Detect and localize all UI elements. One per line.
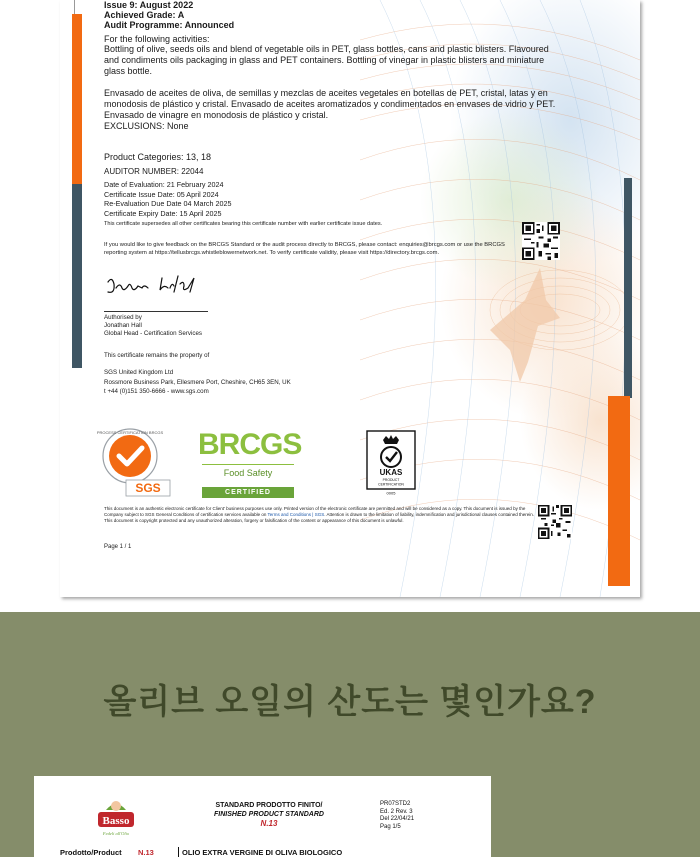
brcgs-certified-badge: CERTIFIED [202,487,294,498]
exclusions: EXCLUSIONS: None [104,121,189,131]
signature-image [104,272,214,298]
signatory-title: Global Head - Certification Services [104,330,203,337]
product-row-separator [178,847,179,857]
company-address: Rossmore Business Park, Ellesmere Port, Cheshire, CH65 3EN, UK [104,378,291,386]
activities-label: For the following activities: [104,34,210,44]
sgs-ring-text: PROCESS CERTIFICATION BRCGS [96,430,164,435]
sgs-mark-text: SGS [135,481,161,495]
product-categories: Product Categories: 13, 18 [104,152,212,162]
standard-title-en: FINISHED PRODUCT STANDARD [214,811,324,818]
sgs-brcgs-certification-logo [96,426,176,500]
product-row-label: Prodotto/Product [60,848,122,857]
orange-bar-left [72,14,82,184]
disclaimer-text-b: . Attention is drawn to the limitation of liability, indemnification and jurisdictional clauses contained therein. This document is copyright protected and any unauthorized alteration, forgery or falsification of the content or appearance of this document is unlawful. [104,512,535,523]
page-number: Page 1 / 1 [104,544,132,550]
authorised-block [104,314,224,338]
issue-line: Issue 9: August 2022 [104,0,194,10]
product-row [60,848,480,857]
qr-code-icon [522,222,560,260]
certificate-issue-date: Certificate Issue Date: 05 April 2024 [104,189,219,199]
activities-spanish: Envasado de aceites de oliva, de semillas y mezclas de aceites vegetales en botellas de PET, cristal, latas y en monodosis de plástico y cristal. Envasado de aceites aromatizados y condimentados en envases de vidrio y PET. Envasado de vinagre en monodosis de plástico y cristal. [104,88,556,120]
certificate-dates [104,180,404,218]
qr-code-icon [538,505,572,539]
basso-logo [92,796,140,840]
basso-wordmark: Basso [102,815,130,827]
standard-title [194,801,344,828]
company-name: SGS United Kingdom Ltd [104,369,174,376]
slate-bar-left [72,184,82,368]
orange-bar-right [608,396,630,586]
activities-english: Bottling of olive, seeds oils and blend of vegetable oils in PET, glass bottles, cans and plastic blisters. Flavoured and condiments oils packaging in glass and PET containers. Bottling of vinegar in plastic blisters and miniature glass bottle. [104,44,549,76]
product-standard-document [34,776,491,857]
certificate-expiry-date: Certificate Expiry Date: 15 April 2025 [104,208,222,218]
brcgs-food-safety-logo [198,428,302,502]
standard-page: Pag 1/5 [380,823,401,830]
ukas-text: UKAS [379,468,403,477]
brcgs-wordmark: BRCGS [198,428,302,461]
ukas-product-certification-logo [366,430,416,496]
standard-code: PR07STD2 [380,801,411,807]
re-evaluation-due-date: Re-Evaluation Due Date 04 March 2025 [104,199,232,209]
ukas-number: 0005 [386,490,396,496]
issuer-address [104,368,404,397]
property-note: This certificate remains the property of [104,352,210,359]
signature-line [104,311,208,312]
grade-line: Achieved Grade: A [104,10,185,20]
programme-line: Audit Programme: Announced [104,20,235,30]
standard-title-it: STANDARD PRODOTTO FINITO/ [215,802,323,809]
disclaimer-text-a: This document is an authentic electronic certificate for Client' business purposes use only. Printed version of the electronic certificate are permitted and will be considered as a copy. This document is issued by the Company subject to SGS General Conditions of certification services available on [104,506,526,517]
authorised-by: Authorised by [104,314,142,321]
ukas-sub-2: CERTIFICATION [378,482,404,487]
feedback-note: If you would like to give feedback on the BRCGS Standard or the audit process directly to BRCGS, please contact: enquiries@brcgs.com or use the BRCGS reporting system at https://tellusbrcgs.whistleblowernetwork.net. To verify certificate validity, please visit https://directory.brcgs.com. [104,242,505,256]
banner-question: 올리브 오일의 산도는 몇인가요? [103,683,597,721]
company-contact: t +44 (0)151 350-6666 - www.sgs.com [104,388,209,395]
supersedes-note: This certificate supersedes all other certificates bearing this certificate number with earlier certificate issue dates. [104,221,383,227]
product-row-number: N.13 [138,848,154,857]
standard-number: N.13 [260,819,278,828]
standard-edition: Ed. 2 Rev. 3 [380,808,413,815]
slate-bar-right [624,178,632,398]
brcgs-food-safety: Food Safety [223,468,273,478]
top-edge-line [74,0,75,14]
ukas-sub-1: PRODUCT [382,478,400,482]
certificate-page [60,0,640,597]
standard-code-block [380,801,414,831]
signatory-name: Jonathan Hall [104,322,142,329]
brcgs-divider [202,464,294,465]
terms-link[interactable]: Terms and Conditions | SGS [267,512,325,517]
standard-date: Del 22/04/21 [380,816,415,823]
auditor-number: AUDITOR NUMBER: 22044 [104,167,204,176]
basso-tagline: Fedeli all'Olio [102,831,130,836]
date-of-evaluation: Date of Evaluation: 21 February 2024 [104,180,224,189]
disclaimer [104,506,534,524]
product-name: OLIO EXTRA VERGINE DI OLIVA BIOLOGICO [182,848,343,857]
